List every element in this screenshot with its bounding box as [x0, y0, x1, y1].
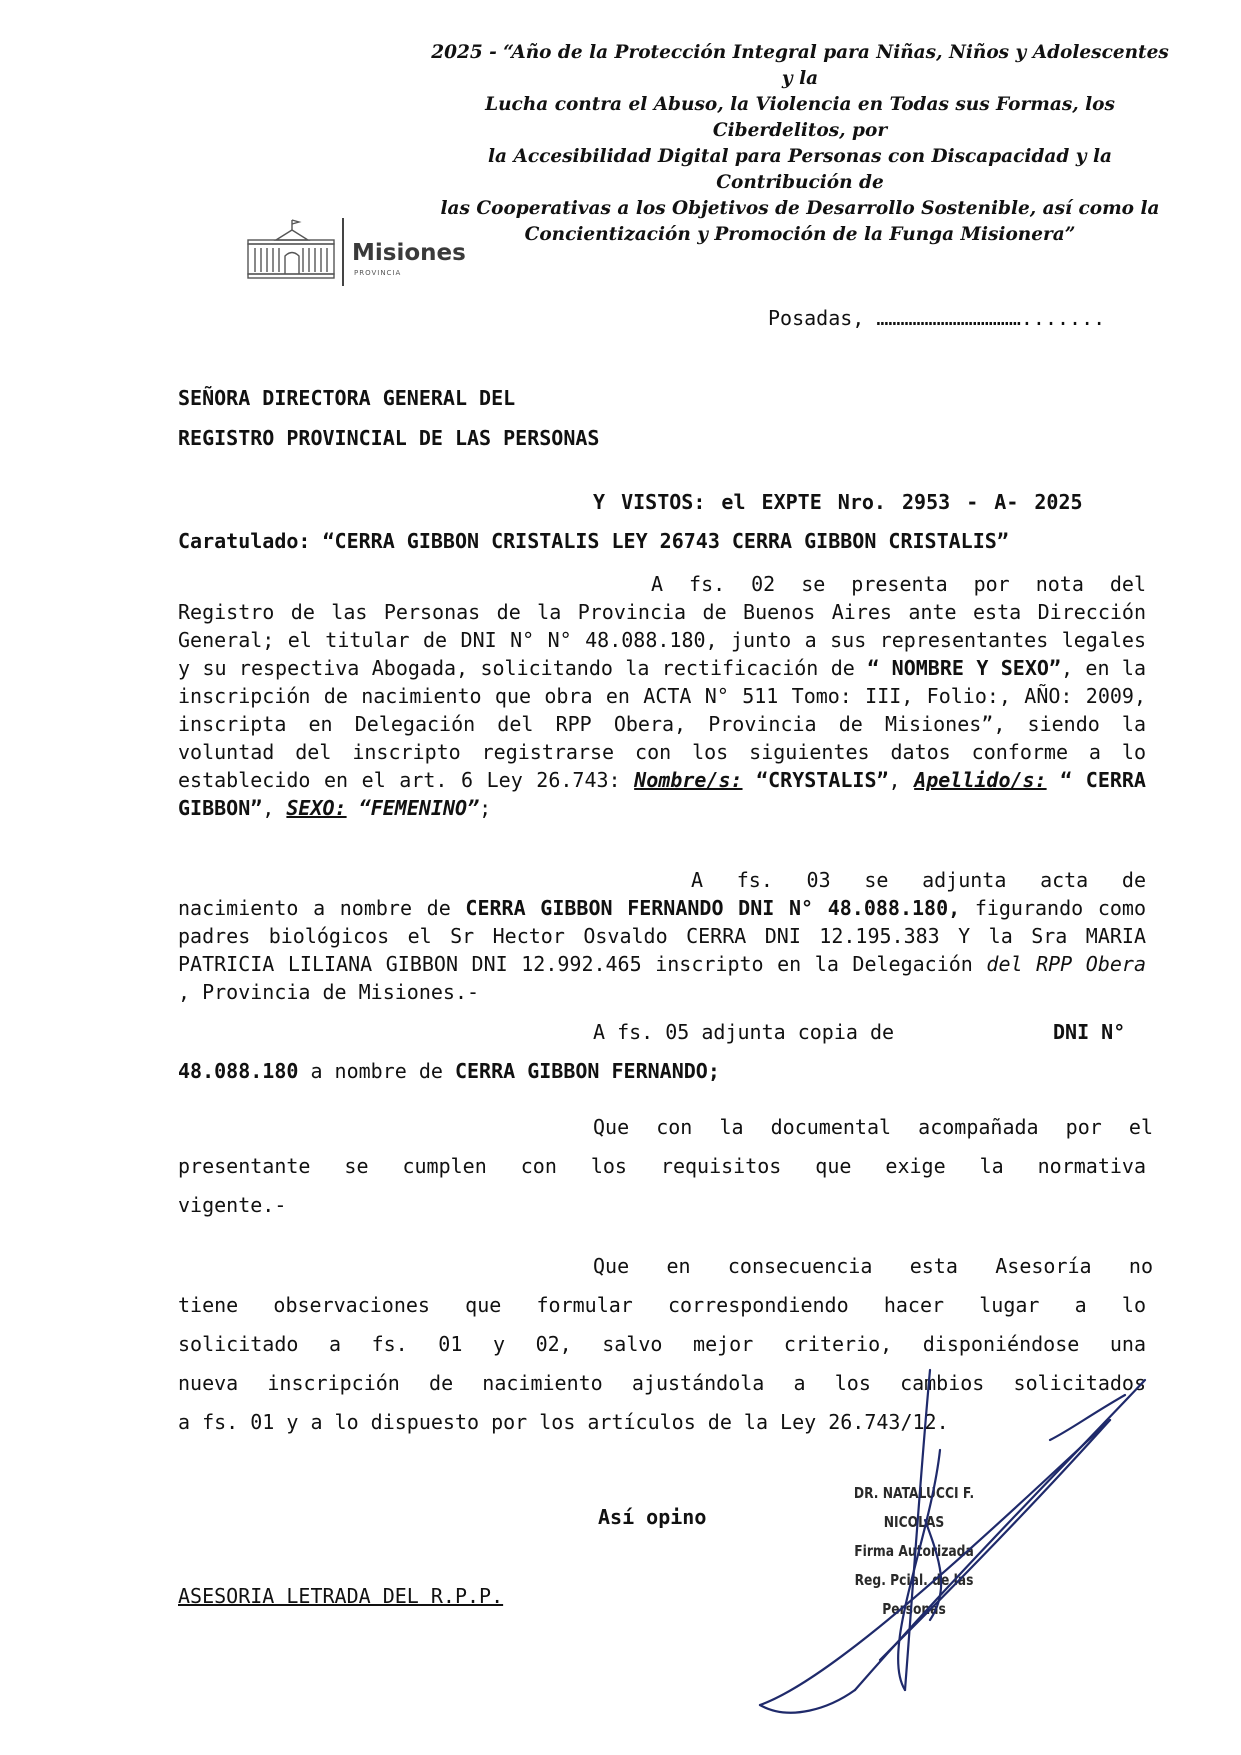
closing-office: ASESORIA LETRADA DEL R.P.P. [178, 1584, 504, 1608]
apellido-value: “ CERRA GIBBON” [178, 768, 1146, 820]
p2-text-b: figurando como padres biológicos el Sr Hector Osvaldo CERRA DNI 12.195.383 Y la Sra MARIA PATRICIA LILIANA GIBBON DNI 12.992.465 inscripto en la Delegación [178, 896, 1147, 976]
nombre-label: Nombre/s: [634, 768, 743, 792]
p2-text-a: A fs. 03 se adjunta acta de nacimiento a nombre de [178, 868, 1146, 920]
stamp-line-3: Reg. Pcial. de las Personas [854, 1571, 974, 1618]
sexo-label: SEXO: [286, 796, 347, 820]
signature-stamp [832, 1479, 996, 1624]
year-motto [430, 40, 1170, 248]
motto-line: la Accesibilidad Digital para Personas con Discapacidad y la Contribución de [488, 146, 1112, 193]
p2-name: CERRA GIBBON FERNANDO DNI N° 48.088.180, [465, 896, 961, 920]
caratulado-label: Caratulado: [178, 529, 311, 553]
government-building-icon [246, 216, 338, 288]
p1-request: “ NOMBRE Y SEXO” [867, 656, 1061, 680]
motto-line: 2025 - “Año de la Protección Integral para Niñas, Niños y Adolescentes y la [431, 42, 1169, 89]
p3-text-b: a nombre de [298, 1059, 455, 1083]
paragraph-fs03 [178, 866, 1146, 1006]
addressee-line-1: SEÑORA DIRECTORA GENERAL DEL [178, 386, 516, 410]
p5-line-2: tiene observaciones que formular correspondiendo hacer lugar a lo [178, 1293, 1146, 1317]
logo-name: Misiones [352, 240, 466, 266]
motto-line: las Cooperativas a los Objetivos de Desarrollo Sostenible, así como la [440, 198, 1160, 219]
apellido-label: Apellido/s: [914, 768, 1047, 792]
paragraph-fs02: A fs. 02 se presenta por nota del Registro de las Personas de la Provincia de Buenos Aires ante esta Dirección General; el titular de DNI N° N° 48.088.180, junto a sus representantes legales y su respectiva Abogada, solicitando la rectificación de “ NOMBRE Y SEXO”, en la inscripción de nacimiento que obra en ACTA N° 511 Tomo: III, Folio:, AÑO: 2009, inscripta en Delegación del RPP Obera, Provincia de Misiones”, siendo la voluntad del inscripto registrarse con los siguientes datos conforme a lo establecido en el art. 6 Ley 26.743: Nombre/s: “CRYSTALIS”, Apellido/s: “ CERRA GIBBON”, SEXO: “FEMENINO”; [178, 572, 1146, 820]
case-vistos: Y VISTOS: el EXPTE Nro. 2953 - A- 2025 [593, 490, 1083, 514]
motto-line: Lucha contra el Abuso, la Violencia en Todas sus Formas, los Ciberdelitos, por [485, 94, 1115, 141]
p4-line-2: presentante se cumplen con los requisitos que exige la normativa [178, 1154, 1146, 1178]
addressee-line-2: REGISTRO PROVINCIAL DE LAS PERSONAS [178, 426, 600, 450]
logo-subtitle: PROVINCIA [354, 269, 402, 277]
p5-line-4: nueva inscripción de nacimiento ajustándola a los cambios solicitados [178, 1371, 1146, 1395]
p5-line-3: solicitado a fs. 01 y 02, salvo mejor criterio, disponiéndose una [178, 1332, 1146, 1356]
stamp-line-1: DR. NATALUCCI F. NICOLAS [853, 1484, 975, 1531]
p3-dni-label: DNI N° [1053, 1020, 1126, 1044]
case-caratulado [178, 529, 1009, 553]
p3-text-a: A fs. 05 adjunta copia de [593, 1020, 895, 1044]
sexo-value: “FEMENINO” [358, 796, 480, 820]
motto-line: Concientización y Promoción de la Funga Misionera” [524, 224, 1076, 245]
p1-text-a: A fs. 02 se presenta por nota del Registro de las Personas de la Provincia de Buenos Aires ante esta Dirección General; el titular de DNI N° N° 48.088.180, junto a sus representantes legales y su respectiva Abogada, solicitando la rectificación de [178, 572, 1146, 680]
place-date: Posadas, ………………………………....... [768, 306, 1106, 330]
caratulado-value: “CERRA GIBBON CRISTALIS LEY 26743 CERRA GIBBON CRISTALIS” [322, 529, 1009, 553]
p2-text-d: , Provincia de Misiones.- [178, 980, 480, 1004]
nombre-value: “CRYSTALIS” [756, 768, 889, 792]
p3-name: CERRA GIBBON FERNANDO; [454, 1059, 720, 1083]
p5-line-5: a fs. 01 y a lo dispuesto por los artículos de la Ley 26.743/12. [178, 1410, 949, 1434]
logo-divider [342, 218, 344, 286]
p4-line-1: Que con la documental acompañada por el [593, 1115, 1153, 1139]
p3-dni-value: 48.088.180 [178, 1059, 299, 1083]
stamp-line-2: Firma Autorizada [854, 1542, 974, 1560]
p1-text-c: , en la inscripción de nacimiento que obra en ACTA N° 511 Tomo: III, Folio:, AÑO: 2009, inscripta en Delegación del RPP Obera, Provincia de Misiones”, siendo la voluntad del inscripto registrarse con los siguientes datos conforme a lo establecido en el art. 6 Ley 26.743: [178, 656, 1146, 792]
misiones-logo [246, 216, 486, 288]
p3-line-2 [178, 1059, 720, 1083]
closing-opino: Así opino [598, 1505, 707, 1529]
p2-delegation: del RPP Obera [986, 952, 1146, 976]
p4-line-3: vigente.- [178, 1193, 287, 1217]
p5-line-1: Que en consecuencia esta Asesoría no [593, 1254, 1153, 1278]
